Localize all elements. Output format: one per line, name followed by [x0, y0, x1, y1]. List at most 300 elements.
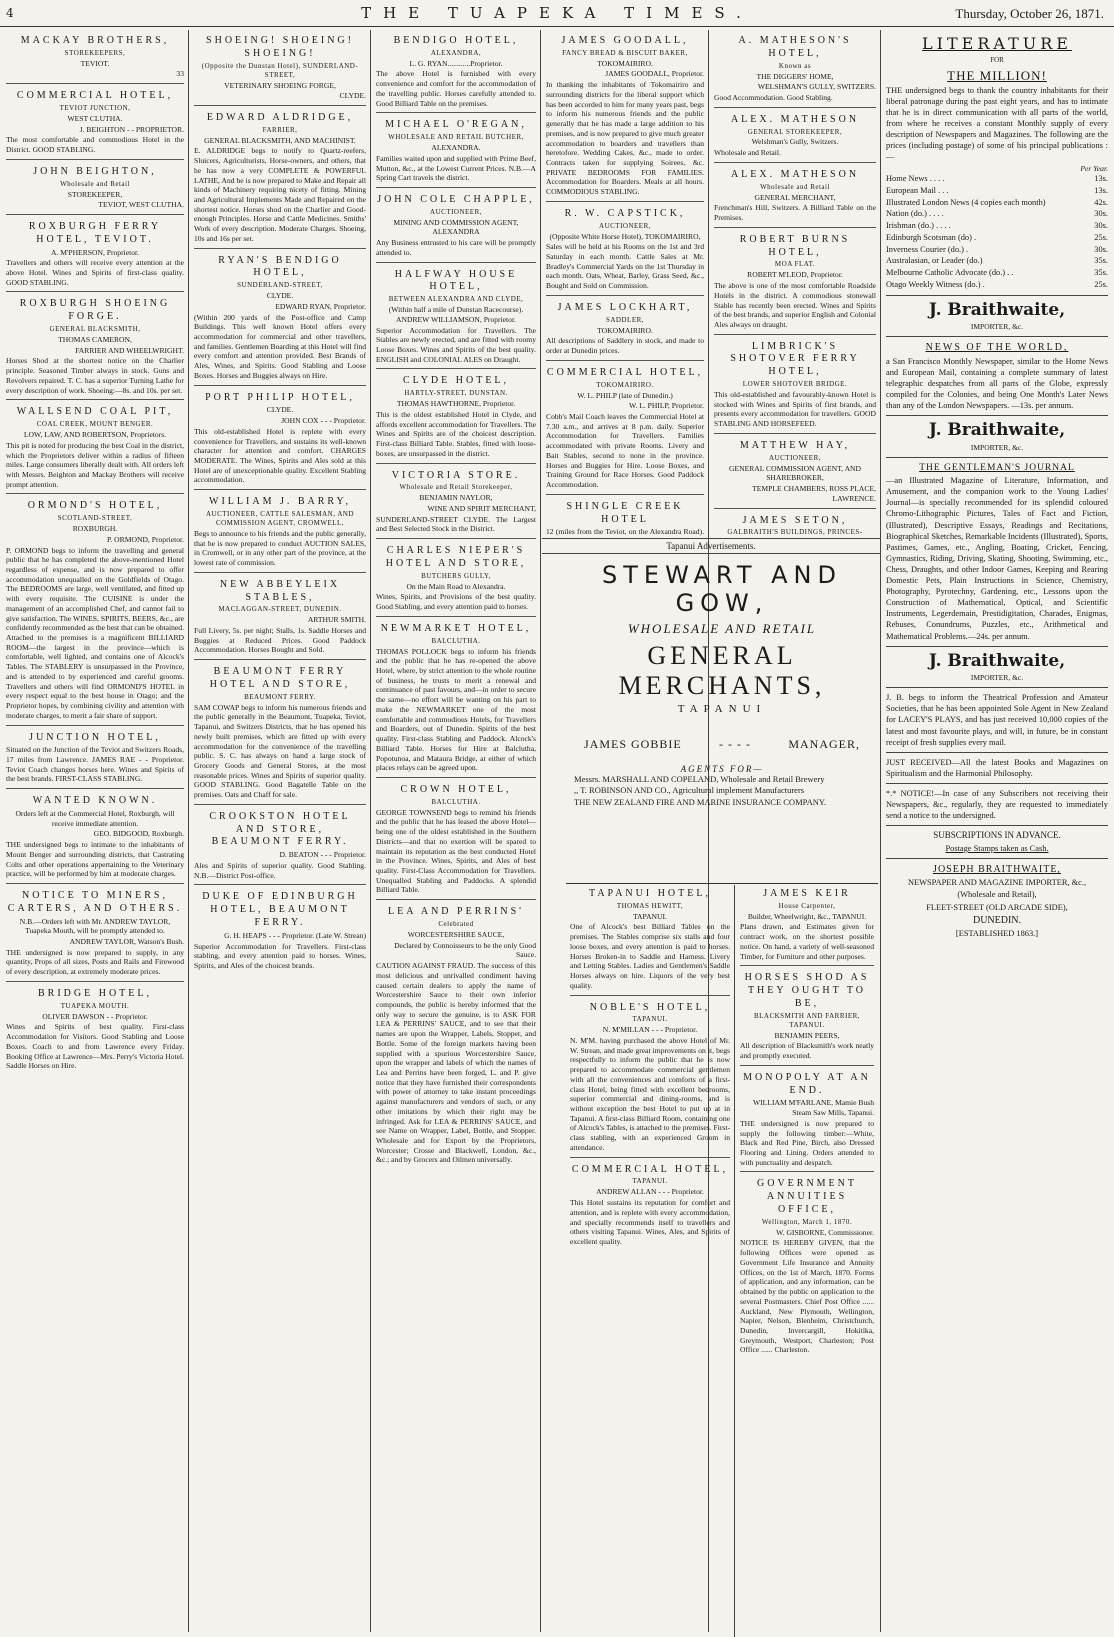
publication-name: Irishman (do.) . . . .	[886, 221, 951, 231]
agent-line: Messrs. MARSHALL AND COPELAND, Wholesale and Retail Brewery	[574, 774, 825, 784]
ad-heading: JAMES KEIR	[763, 888, 851, 899]
advertisement	[6, 295, 184, 400]
ad-heading: BENDIGO HOTEL,	[393, 35, 519, 46]
ad-heading: NOTICE TO MINERS, CARTERS, AND OTHERS.	[7, 890, 183, 914]
importer-label: IMPORTER, &c.	[970, 673, 1024, 683]
ad-body: THE undersigned begs to intimate to the inhabitants of Mount Benger and surrounding districts, that Castrating Colts and other operations appertaining to the Veterinary practice, will be performed by him at moderate charges.	[6, 840, 184, 879]
ad-line: STOREKEEPER,	[67, 189, 123, 199]
ad-body: Superior Accommodation for Travellers. The Stables are newly erected, and are fitted with roomy Loose Boxes. Wines and Spirits of the best quality. ENGLISH and COLONIAL ALES on Draught.	[376, 325, 536, 364]
divider	[886, 415, 1108, 416]
jb-city: DUNEDIN.	[972, 914, 1022, 926]
ad-body: The most comfortable and commodious Hotel in the District. GOOD STABLING.	[6, 135, 184, 155]
ad-subheading: ALEXANDRA,	[430, 48, 482, 57]
advertisement	[194, 576, 366, 660]
ad-line: LOW, LAW, AND ROBERTSON, Proprietors.	[23, 430, 167, 440]
ad-heading: COMMERCIAL HOTEL,	[571, 1163, 729, 1175]
ad-body: The above is one of the most comfortable Roadside Hotels in the district. A commodious stonewall Stable has recently been erected. Wines and Spirits of the best brands, and superior English and Colonial Ales always on draught.	[714, 281, 876, 329]
braithwaite-brand: J. Braithwaite,	[928, 650, 1066, 671]
ad-heading: ALEX. MATHESON	[730, 168, 860, 180]
ad-subheading: COAL CREEK, MOUNT BENGER.	[36, 420, 154, 429]
ad-subheading: THOMAS HEWITT,	[616, 901, 684, 910]
established-note: [ESTABLISHED 1863.]	[955, 928, 1039, 938]
ad-line-right: GEO. BIDGOOD, Roxburgh.	[93, 829, 184, 839]
advertisement	[546, 299, 704, 361]
ad-body: Full Livery, 5s. per night; Stalls, 1s. Saddle Horses and Buggies at Reduced Prices. Good Paddock Accommodation. Horses Bought and Sold.	[194, 626, 366, 655]
column-6	[882, 32, 1112, 1632]
ad-body: This is the oldest established Hotel in Clyde, and affords excellent accommodation for Travellers. The Wines and Spirits are of the choicest description. First-class Billiard Table. Stables, fitted with loose-boxes, are unsurpassed in the district.	[376, 409, 536, 458]
jb-address: FLEET-STREET (OLD ARCADE SIDE),	[926, 902, 1068, 912]
publication-name: Nation (do.) . . . .	[886, 209, 944, 219]
advertisement	[740, 885, 874, 966]
ad-body: Any Business entrusted to his care will be promptly attended to.	[376, 238, 536, 257]
ad-body: NOTICE IS HEREBY GIVEN, that the following Offices were opened as Government Life Insurance and Annuity Offices, on the 1st of March, 1870. Forms of application, and any information, can be obtained by the public on application to the several Postmasters. Chief Post Office ...... Auckland, New Plymouth, Wellington, Napier, Nelson, Blenheim, Christchurch, Dunedin, Invercargill, Hokitika, Greymouth, Westport, Charleston; Post Office ...... Charleston.	[740, 1238, 874, 1355]
stewart-gow-advert	[566, 553, 878, 884]
advertisement	[740, 1069, 874, 1173]
ad-heading: NOBLE'S HOTEL,	[589, 1001, 711, 1013]
ad-heading: JAMES LOCKHART,	[557, 301, 693, 313]
ad-line-right: ANDREW TAYLOR, Watson's Bush.	[69, 937, 184, 947]
ad-body: Good Accommodation. Good Stabling.	[714, 92, 833, 102]
divider	[886, 825, 1108, 826]
ad-line: TOKOMAIRIRO.	[597, 325, 653, 335]
ad-body: In thanking the inhabitants of Tokomairiro and surrounding districts for the liberal support which has been accorded to him for many years past, begs to inform his numerous friends and the public generally that he has made a large addition to his premises, and is now prepared to give much greater accommodation to boarders and travellers than heretofore. Wedding Cakes, &c., made to order. Contracts taken for supplying Soirees, &c. PRIVATE BEDROOMS FOR FAMILIES. Accommodation for Boarders. Meals at all hours. COMMODIOUS STABLING.	[546, 80, 704, 197]
ad-line: ALEXANDRA.	[431, 143, 481, 153]
ad-subheading: BEAUMONT FERRY.	[244, 692, 316, 701]
publication-name: Melbourne Catholic Advocate (do.) . .	[886, 268, 1014, 278]
price-row	[886, 198, 1108, 209]
ad-heading: MATTHEW HAY,	[739, 439, 851, 451]
ad-heading: BEAUMONT FERRY HOTEL AND STORE,	[209, 666, 351, 690]
ad-line: N.B.—Orders left with Mr. ANDREW TAYLOR, Tuapeka Mouth, will be promptly attended to.	[19, 916, 171, 936]
ad-body: Horses Shod at the shortest notice on the Charlier principle. Seasoned Timber always in stock. Guns and Revolvers repaired. T. C. has a superior Turning Lathe for every description of work. Shoeing:—8s. and 10s. per set.	[6, 356, 184, 395]
ad-body: The above Hotel is furnished with every convenience and comfort for the accommodation of the travelling public. Horses carefully attended to. Good Billiard Table on the premises.	[376, 69, 536, 108]
ad-subheading: TAPANUI.	[632, 1177, 668, 1186]
divider	[886, 687, 1108, 688]
ad-line-right: TEMPLE CHAMBERS, ROSS PLACE, LAWRENCE.	[752, 484, 876, 503]
agents-list	[566, 774, 878, 808]
advertisement	[546, 205, 704, 296]
divider	[886, 858, 1108, 859]
ad-body: 12 (miles from the Teviot, on the Alexandra Road).	[546, 527, 704, 537]
ad-heading: CROOKSTON HOTEL AND STORE, BEAUMONT FERRY.	[209, 810, 351, 848]
column-rule	[188, 30, 189, 1632]
ad-line: N. M'MILLAN - - - Proprietor.	[602, 1025, 698, 1035]
advertisement	[714, 437, 876, 509]
ad-body: Frenchman's Hill, Switzers. A Billiard Table on the Premises.	[714, 203, 876, 223]
advertisement	[714, 231, 876, 335]
ad-line-right: WELSHMAN'S GULLY, SWITZERS.	[757, 82, 876, 92]
ad-body: Families waited upon and supplied with Prime Beef, Mutton, &c., at the Lowest Current Prices. N.B.—A Spring Cart travels the district.	[376, 153, 536, 183]
advertisement	[376, 542, 536, 617]
tapanui-sub-columns	[566, 885, 878, 1637]
advertisement	[194, 109, 366, 249]
ad-body: CAUTION AGAINST FRAUD. The success of this most delicious and unrivalled condiment having caused certain dealers to apply the name of Worcestershire Sauce to their own inferior compounds, the public is hereby informed that the only way to secure the genuine, is to ASK FOR LEA & PERRINS' SAUCE, and to see that their names are upon the Wrapper, Labels, Stopper, and Bottle. Some of the foreign markets having been supplied with a spurious Worcestershire Sauce, upon the wrapper and labels of which the names of Lea and Perrins have been forged, L. and P. give notice that they have furnished their correspondents with power of attorney to take instant proceedings against manufacturers and vendors of such, or any other imitations by which their right may be infringed. Ask for LEA & PERRINS' SAUCE, and see Name on Wrapper, Label, Bottle, and Stopper. Wholesale and for Export by the Proprietors, Worcester; Crosse and Blackwell, London, &c., &c.; and by Grocers and Oilmen universally.	[376, 961, 536, 1165]
ad-heading: GOVERNMENT ANNUITIES OFFICE,	[757, 1178, 857, 1216]
divider	[886, 646, 1108, 647]
ad-body: N. M'M. having purchased the above Hotel of Mr. W. Strean, and made great improvements on it, begs respectfully to inform the public that he is now prepared to accommodate commercial gentlemen with all the conveniences and comforts of a first-class Hotel, being fitted with excellent bedrooms, superior commercial and dining-rooms, and is without exception the best Hotel to put up at in Tapanui. A first-class Billiard Room, containing one of Alcock's Tables, is attached to the premises. First-class stabling, with an experienced Groom in attendance.	[570, 1035, 730, 1152]
ad-heading: R. W. CAPSTICK,	[564, 207, 686, 219]
advertisement	[194, 663, 366, 805]
ad-line-right: WILLIAM M'FARLANE, Mamie Bush Steam Saw Mills, Tapanui.	[752, 1098, 874, 1118]
column-rule	[370, 30, 371, 1632]
ad-subheading: Known as	[778, 61, 812, 70]
ad-subheading: MOA FLAT.	[774, 260, 816, 269]
ad-subheading: BLACKSMITH AND FARRIER, TAPANUI.	[753, 1011, 861, 1029]
ad-subheading: AUCTIONEER,	[430, 207, 482, 216]
advertisement	[376, 781, 536, 900]
ad-heading: HORSES SHOD AS THEY OUGHT TO BE,	[744, 972, 870, 1009]
publication-price: 30s.	[1094, 221, 1108, 231]
ad-heading: MACKAY BROTHERS,	[20, 35, 170, 46]
ad-body: This old-established and favourably-known Hotel is stocked with Wines and Spirits of first brands, and presents every accommodation for travellers. GOOD STABLING AND HORSEFEED.	[714, 390, 876, 429]
advertisement	[376, 903, 536, 1169]
joseph-braithwaite-name: JOSEPH BRAITHWAITE,	[933, 864, 1061, 876]
column-1	[2, 32, 188, 1632]
publication-price: 30s.	[1094, 244, 1108, 254]
ad-subheading: BETWEEN ALEXANDRA AND CLYDE,	[388, 295, 524, 304]
ad-heading: CHARLES NIEPER'S HOTEL AND STORE,	[385, 545, 527, 569]
ad-heading: SHINGLE CREEK HOTEL	[566, 500, 684, 525]
ad-line-right: D. BEATON - - - Proprietor.	[279, 850, 366, 860]
ad-subheading: Wellington, March 1, 1870.	[761, 1217, 853, 1226]
advertisement	[6, 403, 184, 494]
column-2	[190, 32, 370, 1632]
ad-subheading: HARTLY-STREET, DUNSTAN.	[404, 389, 508, 398]
ad-subheading: Wholesale and Retail	[60, 179, 130, 188]
ad-heading: WILLIAM J. BARRY,	[209, 496, 351, 508]
ad-body: THE undersigned is now prepared to supply, in any quantity, Props of all sizes, Posts and Rails and Firewood of every description, at extremely moderate prices.	[6, 947, 184, 977]
ad-subheading: SUNDERLAND-STREET,	[237, 281, 323, 290]
ad-subheading: TOKOMAIRIRO.	[596, 380, 654, 389]
ad-body: E. ALDRIDGE begs to notify to Quartz-reefers, Sluicers, Agriculturists, Horse-owners, and others, that he has now a very COMPLETE & POWERFUL LATHE, And he is now prepared to Make and Repair all kinds of Machinery requiring nicety of fitting. Mining and Agricultural Implements Made and Repaired on the shortest notice. Horses shod on the Charlier and Good-enough Principles. Horse and Cattle Medicines. Smiths' Work of every description. Moderate Charges. Shoeing, 10s and 16s per set.	[194, 146, 366, 243]
ad-line: Orders left at the Commercial Hotel, Roxburgh, will receive immediate attention.	[15, 808, 175, 828]
advertisement	[6, 792, 184, 884]
intro-text: THE undersigned begs to thank the country inhabitants for their liberal patronage during the past eight years, and has to intimate that he is in direct communication with all parts of the world, from where he receives a constant Monthly supply of every description of Newspapers and Magazines. The following are the prices (including postage) of some of his principal publications :—	[886, 85, 1108, 162]
price-row	[886, 256, 1108, 267]
advertisement	[570, 999, 730, 1158]
advertisement	[194, 32, 366, 106]
ad-body: Situated on the Junction of the Teviot and Switzers Roads, 17 miles from Lawrence. JAMES RAE - - Proprietor. Teviot Coach changes horses here. Wines and Spirits of the best brands. FIRST-CLASS STABLING.	[6, 745, 184, 784]
ad-subheading: STOREKEEPERS,	[64, 48, 126, 57]
ad-body: THOMAS POLLOCK begs to inform his friends and the public that he has re-opened the above Hotel, where, by strict attention to the whole routine of business, he trusts to merit a renewal and continuance of past favours, and—in order to secure the same—no effort will be wanting on his part to make the NEWMARKET one of the most comfortable and commodious Hotels, for Travellers and Boarders, out of Dunedin. Spirits of the best quality. First-class Stabling and Paddock. Alcock's Billiard Table. Horses for Hire at Balclutha, Popotunoa, and Mataura Bridge, at either of which places relays can be agreed upon.	[376, 646, 536, 773]
advertisement	[714, 338, 876, 434]
ad-line: W. L. PHILP (late of Dunedin.)	[577, 390, 673, 400]
ad-heading: WALLSEND COAL PIT,	[16, 406, 174, 418]
ad-line: WEST CLUTHA.	[67, 113, 123, 123]
ad-line-right: CLYDE.	[339, 91, 366, 101]
advertisement	[6, 887, 184, 982]
page-number: 4	[6, 6, 14, 20]
advertisement	[194, 493, 366, 573]
ad-subheading: AUCTIONEER, CATTLE SALESMAN, AND COMMISSION AGENT, CROMWELL,	[205, 509, 355, 527]
price-row	[886, 221, 1108, 232]
ad-body: THE undersigned is now prepared to supply the following timber:—White, Black and Red Pine, Birch, also Dressed Flooring and Lining. Orders attended to with punctuality and despatch.	[740, 1118, 874, 1167]
ad-body: Begs to announce to his friends and the public generally, that he is now prepared to conduct AUCTION SALES, in Cromwell, or in any other part of the province, at the lowest rate of commission.	[194, 528, 367, 568]
ad-heading: JOHN COLE CHAPPLE,	[377, 193, 535, 205]
ad-subheading: TAPANUI.	[632, 1015, 668, 1024]
ad-subheading: FANCY BREAD & BISCUIT BAKER,	[562, 48, 688, 57]
ad-line-right: W. GISBORNE, Commissioner.	[776, 1227, 874, 1237]
ad-line: CLYDE.	[266, 405, 294, 415]
ad-subheading: SADDLER,	[605, 315, 645, 324]
advertisement	[376, 467, 536, 540]
ad-heading: MICHAEL O'REGAN,	[385, 119, 527, 131]
ad-line: THOMAS CAMERON,	[58, 335, 132, 345]
ad-subheading: House Carpenter,	[778, 901, 836, 910]
ad-line: THOMAS HAWTHORNE, Proprietor.	[396, 399, 516, 409]
ad-body: Ales and Spirits of superior quality. Good Stabling. N.B.—District Post-office.	[194, 861, 366, 880]
column-5	[710, 32, 880, 537]
advertisement	[6, 32, 184, 84]
ad-body: Superior Accommodation for Travellers. First-class stabling, and every attention paid to horses. Wines, Spirits, and Ales of the choicest brands.	[194, 941, 366, 970]
publication-name: Inverness Courier (do.) .	[886, 244, 969, 254]
braithwaite-brand: J. Braithwaite,	[928, 299, 1066, 320]
ad-line-right: J. BEIGHTON - - PROPRIETOR.	[79, 124, 184, 134]
subscriptions-heading: SUBSCRIPTIONS IN ADVANCE.	[933, 830, 1061, 841]
ad-subheading: TUAPEKA MOUTH.	[60, 1001, 130, 1010]
ad-line: GENERAL MERCHANT,	[754, 192, 836, 202]
ad-line: OLIVER DAWSON - - Proprietor.	[42, 1011, 148, 1021]
advertisement	[194, 389, 366, 491]
jb-line: NEWSPAPER AND MAGAZINE IMPORTER, &c.,	[907, 878, 1087, 888]
news-of-world-text: a San Francisco Monthly Newspaper, similar to the Home News and European Mail, containing a complete summary of latest telegraphic despatches from all parts of the Globe, expressly compiled for the Colonies, and being One Month's Later News than any of the London Newspapers. —13s. per annum.	[886, 356, 1108, 410]
ad-heading: WANTED KNOWN.	[32, 795, 158, 807]
advertisement	[740, 969, 874, 1065]
ad-body: Wines, Spirits, and Provisions of the best quality. Good Stabling, and every attention paid to horses.	[376, 592, 536, 612]
price-row	[886, 233, 1108, 244]
importer-label: IMPORTER, &c.	[970, 322, 1024, 332]
ad-body: Travellers and others will receive every attention at the above Hotel. Wines and Spirits of first-class quality. GOOD STABLING.	[6, 258, 184, 287]
advertisement	[546, 32, 704, 202]
firm-place: TAPANUI	[677, 703, 767, 715]
ad-heading: BRIDGE HOTEL,	[38, 987, 152, 999]
firm-trade: GENERAL MERCHANTS,	[618, 641, 826, 700]
ad-line: WORCESTERSHIRE SAUCE,	[407, 929, 505, 939]
ad-line: ANDREW ALLAN - - - Proprietor.	[596, 1187, 704, 1197]
column-4	[542, 32, 708, 537]
ad-line: Welshman's Gully, Switzers.	[751, 137, 839, 147]
ad-line: BENJAMIN PEERS,	[774, 1030, 840, 1040]
advertisement	[6, 218, 184, 292]
ad-line-right: W. L. PHILP, Proprietor.	[628, 401, 704, 411]
publication-price: 30s.	[1094, 209, 1108, 219]
issue-date: Thursday, October 26, 1871.	[955, 6, 1104, 21]
ad-body: P. ORMOND begs to inform the travelling and general public that he has completed the above-mentioned Hotel regardless of expense, and is now prepared to offer accommodation unequalled on the Goldfields of Otago. The BEDROOMS are large, well ventilated, and fitted up with every requisite. The CUISINE is under the management of an accomplished Chef, and cannot fail to give satisfaction. The WINES, SPIRITS, BEERS, &c., are confidently recommended as the best that can be obtained. Attached to the premises is a magnificent BILLIARD ROOM—the largest in the province—which is comfortable, well lighted, and contains one of Alcock's Tables. The STABLERY is unsurpassed in the Province, and is attended to by experienced and careful grooms. Travellers and others will find ORMOND'S HOTEL in every respect equal to the best house in Otago; and the Proprietor hopes, by combining civility and attention with moderate charges, to merit a fair share of support.	[6, 545, 184, 720]
ad-heading: ROXBURGH SHOEING FORGE.	[19, 298, 171, 323]
divider	[886, 752, 1108, 753]
ad-line-right: JOHN COX - - - Proprietor.	[281, 416, 366, 426]
per-year-label: Per Year.	[1080, 163, 1108, 173]
publication-name: Home News . . . .	[886, 174, 945, 184]
firm-name: STEWART AND GOW,	[602, 561, 842, 617]
divider	[886, 336, 1108, 337]
ad-body: Sales will be held at his Rooms on the 1st and 3rd Saturday in each month. Cattle Sales at Mr. Bradley's Commercial Yards on the 1st Thursday in each month. Oats, Wheat, Barley, Grass Seed, &c., Bought and Sold on Commission.	[546, 242, 704, 291]
ad-heading: ALEX. MATHESON	[730, 113, 860, 125]
publication-name: Illustrated London News (4 copies each month)	[886, 197, 1046, 207]
tapanui-column-1	[566, 885, 734, 1637]
ad-subheading: Celebrated	[438, 919, 474, 928]
ad-body: This old-established Hotel is replete with every convenience for Travellers, and sustains its well-known character for attention and comfort. CHARGES MODERATE. The Wines, Spirits and Ales sold at this Hotel are of unexceptionable quality. Excellent Stabling accommodation.	[194, 426, 366, 485]
publication-price: 42s.	[1094, 197, 1108, 207]
ad-heading: DUKE OF EDINBURGH HOTEL, BEAUMONT FERRY.	[202, 891, 358, 929]
ad-line-right: FARRIER AND WHEELWRIGHT.	[75, 345, 184, 355]
advertisement	[6, 985, 184, 1075]
ad-heading: NEW ABBEYLEIX STABLES,	[219, 578, 341, 603]
ad-line: VETERINARY SHOEING FORGE,	[224, 80, 336, 90]
ad-heading: COMMERCIAL HOTEL,	[546, 366, 704, 378]
publication-price: 13s.	[1094, 174, 1108, 184]
ad-line: (Within half a mile of Dunstan Racecourse). ANDREW WILLIAMSON, Proprietor.	[388, 305, 524, 324]
publication-name: Otago Weekly Witness (do.) .	[886, 279, 985, 289]
advertisement	[6, 163, 184, 215]
ad-subheading: Wholesale and Retail	[760, 182, 830, 191]
ad-body: One of Alcock's best Billiard Tables on the premises. The Stables comprise six stalls and four loose boxes, and every attention is paid to horses. Horses Broken-in to Saddle and Harness. Livery and Letting Stables. Ladies and Gentlemen's Saddle Horses always on hire. Liquors of the very best quality.	[570, 922, 730, 990]
ad-line: THE DIGGERS' HOME,	[756, 71, 834, 81]
advertisement	[376, 372, 536, 463]
publication-price: 35s.	[1094, 256, 1108, 266]
publication-price: 35s.	[1094, 268, 1108, 278]
ad-line: MINING AND COMMISSION AGENT, ALEXANDRA	[393, 217, 519, 237]
theatre-notice: J. B. begs to inform the Theatrical Profession and Amateur Societies, that he has been appointed Sole Agent in New Zealand for LACEY'S PLAYS, and has just received 10,000 copies of the latest and most favourite plays, and will, in future, be in constant receipt of fresh supplies every mail.	[886, 693, 1108, 747]
importer-label: IMPORTER, &c.	[970, 442, 1024, 452]
ad-heading: JUNCTION HOTEL,	[29, 731, 161, 743]
ad-line: GENERAL BLACKSMITH, AND MACHINIST.	[204, 135, 356, 145]
price-list	[886, 174, 1108, 291]
advertisement	[376, 266, 536, 370]
column-rule	[734, 885, 735, 1637]
ad-line: (Opposite White Horse Hotel), TOKOMAIRIRO,	[549, 231, 701, 241]
literature-heading: LITERATURE	[922, 34, 1072, 53]
ad-line: TAPANUI.	[633, 911, 667, 921]
ad-heading: SHOEING! SHOEING! SHOEING!	[206, 35, 354, 59]
gentlemans-journal-text: —an Illustrated Magazine of Literature, Information, and Amusement, and the companion work to the Young Ladies' Journal—is specially recommended for its splendid coloured Chromo-Lithographic Pictures, Tales of Fact and Fiction, (Illustrated), Descriptive Essays, Readings and Recitations, Biographical Sketches, Remarkable Incidents (Illustrated), Sports, Pastimes, Games, etc., Angling, Boating, Cricket, Fencing, Gymnastics, Riding, Driving, Skating, Shooting, Swimming, etc., Chess, Draughts, and other Indoor Games, Keeping and Rearing Domestic Pets, Plain Instructions in Science, Chemistry, Photography, Pyrotechny, Gardening, etc., Lessons upon the Construction of Mathematical, Optical, and Scientific Instruments, Legerdemain, Prestidigitation, Charades, Enigmas, Rebuses, Conundrums, Puzzles, etc., Arithmetical and Mathematical Problems.—24s. per annum.	[886, 476, 1108, 641]
column-rule	[540, 30, 541, 1632]
braithwaite-brand: J. Braithwaite,	[928, 420, 1066, 441]
masthead	[0, 0, 1114, 27]
ad-body: SAM COWAP begs to inform his numerous friends and the public generally in the Beaumont, Tuapeka, Teviot, Tapanui, and Switzers Districts, that he has opened his newly built premises, which are fitted up with every accommodation for the convenience of the travelling public. S. C. has always on hand a large stock of Grocery Goods and General Stores, at the most reasonable prices. Wines and Spirits of superior quality. GOOD STABLING. Good Bagatelle Table on the premises. Oats and Chaff for sale.	[194, 702, 366, 800]
ad-body: This Hotel sustains its reputation for comfort and attention, and is replete with every accommodation, and specially recommends itself to travellers and others visiting Tapanui. Wines, Ales, and Spirits of excellent quality.	[570, 1198, 730, 1246]
advertisement	[194, 808, 366, 886]
ad-body: Wines and Spirits of best quality. First-class Accommodation for Visitors. Good Stabling and Loose Boxes. Coach to and from Lawrence every Friday. Booking Office at Lawrence—Mrs. Perry's Victoria Hotel. Saddle Horses on Hire.	[6, 1022, 184, 1071]
price-row	[886, 174, 1108, 185]
advertisement	[570, 1161, 730, 1251]
ad-subheading: TEVIOT JUNCTION,	[59, 103, 131, 112]
ad-subheading: AUCTIONEER,	[599, 221, 651, 230]
ad-subheading: BALCLUTHA.	[431, 636, 481, 645]
ad-line: CLYDE.	[266, 291, 294, 301]
ad-subheading: GENERAL BLACKSMITH,	[49, 325, 141, 334]
ad-subheading: GALBRAITH'S BUILDINGS, PRINCES-	[727, 528, 863, 537]
ad-line: TOKOMAIRIRO.	[597, 58, 653, 68]
jb-line: (Wholesale and Retail),	[957, 890, 1037, 900]
ad-subheading: BUTCHERS GULLY,	[421, 571, 491, 580]
advertisement	[6, 87, 184, 160]
ad-body: SUNDERLAND-STREET CLYDE. The Largest and Best Selected Stock in the District.	[376, 514, 536, 534]
ad-subheading: LOWER SHOTOVER BRIDGE.	[742, 380, 848, 389]
manager-name: JAMES GOBBIE	[584, 737, 682, 751]
ad-subheading: WHOLESALE AND RETAIL BUTCHER,	[388, 133, 524, 142]
ad-body: All description of Blacksmith's work neatly and promptly executed.	[740, 1041, 874, 1061]
price-row	[886, 186, 1108, 197]
advertisement	[546, 498, 704, 537]
ad-heading: LEA AND PERRINS'	[388, 906, 524, 918]
advertisement	[376, 620, 536, 778]
advertisement	[740, 1175, 874, 1359]
ad-body: Plans drawn, and Estimates given for contract work, on the shortest possible notice. On hand, a variety of well-seasoned Timber, for Furniture and other purposes.	[740, 922, 874, 961]
ad-body: All descriptions of Saddlery in stock, and made to order at Dunedin prices.	[546, 336, 704, 356]
ad-heading: CROWN HOTEL,	[400, 783, 512, 795]
ad-subheading: BALCLUTHA.	[431, 797, 481, 806]
ad-subheading: MACLAGGAN-STREET, DUNEDIN.	[218, 605, 342, 614]
ad-line: A. M'PHERSON, Proprietor.	[50, 247, 140, 257]
for-label: FOR	[990, 56, 1004, 65]
advertisement	[714, 512, 876, 538]
ad-heading: LIMBRICK'S SHOTOVER FERRY HOTEL,	[730, 340, 860, 378]
divider	[886, 783, 1108, 784]
advertisement	[6, 729, 184, 790]
ad-heading: JAMES SETON,	[742, 514, 848, 526]
ad-line-right: 33	[176, 69, 184, 79]
tapanui-column-2	[736, 885, 878, 1637]
publication-price: 25s.	[1094, 279, 1108, 289]
publication-price: 13s.	[1094, 185, 1108, 195]
publication-price: 25s.	[1094, 232, 1108, 242]
subscriber-notice: *.* NOTICE!—In case of any Subscribers not receiving their Newspapers, &c., regularly, they are requested to immediately send a notice to the undersigned.	[886, 788, 1108, 821]
publication-name: Edinburgh Scotsman (do) .	[886, 232, 977, 242]
ad-heading: COMMERCIAL HOTEL,	[16, 90, 174, 102]
advertisement	[6, 497, 184, 725]
ad-line: BENJAMIN NAYLOR,	[419, 493, 493, 503]
advertisement	[714, 166, 876, 228]
ad-heading: A. MATHESON'S HOTEL,	[738, 35, 852, 59]
ad-subheading: (Opposite the Dunstan Hotel), SUNDERLAND-STREET,	[201, 61, 359, 79]
gentlemans-journal-heading: THE GENTLEMAN'S JOURNAL	[919, 462, 1075, 473]
news-of-world-heading: NEWS OF THE WORLD,	[925, 342, 1069, 354]
divider	[886, 295, 1108, 296]
advertisement	[194, 888, 366, 974]
ad-heading: VICTORIA STORE.	[391, 469, 521, 481]
ad-heading: CLYDE HOTEL,	[402, 375, 510, 387]
ad-line-right: TEVIOT, WEST CLUTHA.	[98, 200, 184, 210]
column-3	[372, 32, 540, 1632]
ad-body: GEORGE TOWNSEND begs to remind his friends and the public that he has leased the above Hotel—being one of the oldest established in the Southern Districts—and that no exertion will be spared to maintain its reputation as the best conducted Hotel in the Province. Wines, Spirits, and Ales of best quality. First-Class Accommodation for Travellers. Unequalled Stabling and Paddocks. A splendid Billiard Table.	[376, 807, 536, 895]
ad-line: TEVIOT.	[80, 58, 110, 68]
agent-line: THE NEW ZEALAND FIRE AND MARINE INSURANCE COMPANY.	[574, 796, 827, 807]
ad-line-right: JAMES GOODALL, Proprietor.	[605, 69, 704, 79]
ad-body: Wholesale and Retail.	[714, 148, 781, 158]
ad-heading: MONOPOLY AT AN END.	[743, 1071, 871, 1096]
ad-heading: JOHN BEIGHTON,	[33, 165, 157, 177]
ad-body: Cobb's Mail Coach leaves the Commercial Hotel at 7.30 a.m., and arrives at 8 p.m. daily. Superior Accommodation for Travellers. Families accommodated with private Rooms. Livery and Bait Stables, second to none in the province. Horses and Buggies for Hire. Loose Boxes, and Training Ground for Race Horses. Good Paddock Accommodation.	[546, 411, 704, 489]
advertisement	[376, 191, 536, 263]
million-heading: THE MILLION!	[947, 67, 1047, 83]
ad-line: Builder, Wheelwright, &c., TAPANUI.	[747, 911, 867, 921]
price-row	[886, 245, 1108, 256]
stamps-notice: Postage Stamps taken as Cash.	[945, 844, 1049, 854]
ad-subheading: SCOTLAND-STREET,	[57, 514, 133, 523]
manager-dashes: - - - -	[719, 737, 751, 751]
ad-line-right: Declared by Connoisseurs to be the only Good Sauce.	[394, 940, 536, 960]
ad-line: L. G. RYAN............Proprietor.	[409, 58, 503, 68]
ad-line-right: WINE AND SPIRIT MERCHANT,	[427, 503, 536, 513]
ad-heading: ROXBURGH FERRY HOTEL, TEVIOT.	[28, 221, 162, 245]
ad-line: ROBERT M'LEOD, Proprietor.	[747, 270, 843, 280]
agents-heading: AGENTS FOR—	[680, 764, 764, 774]
price-row	[886, 209, 1108, 220]
price-row	[886, 280, 1108, 291]
firm-line: WHOLESALE AND RETAIL	[627, 621, 817, 636]
ad-line-right: P. ORMOND, Proprietor.	[107, 534, 184, 544]
